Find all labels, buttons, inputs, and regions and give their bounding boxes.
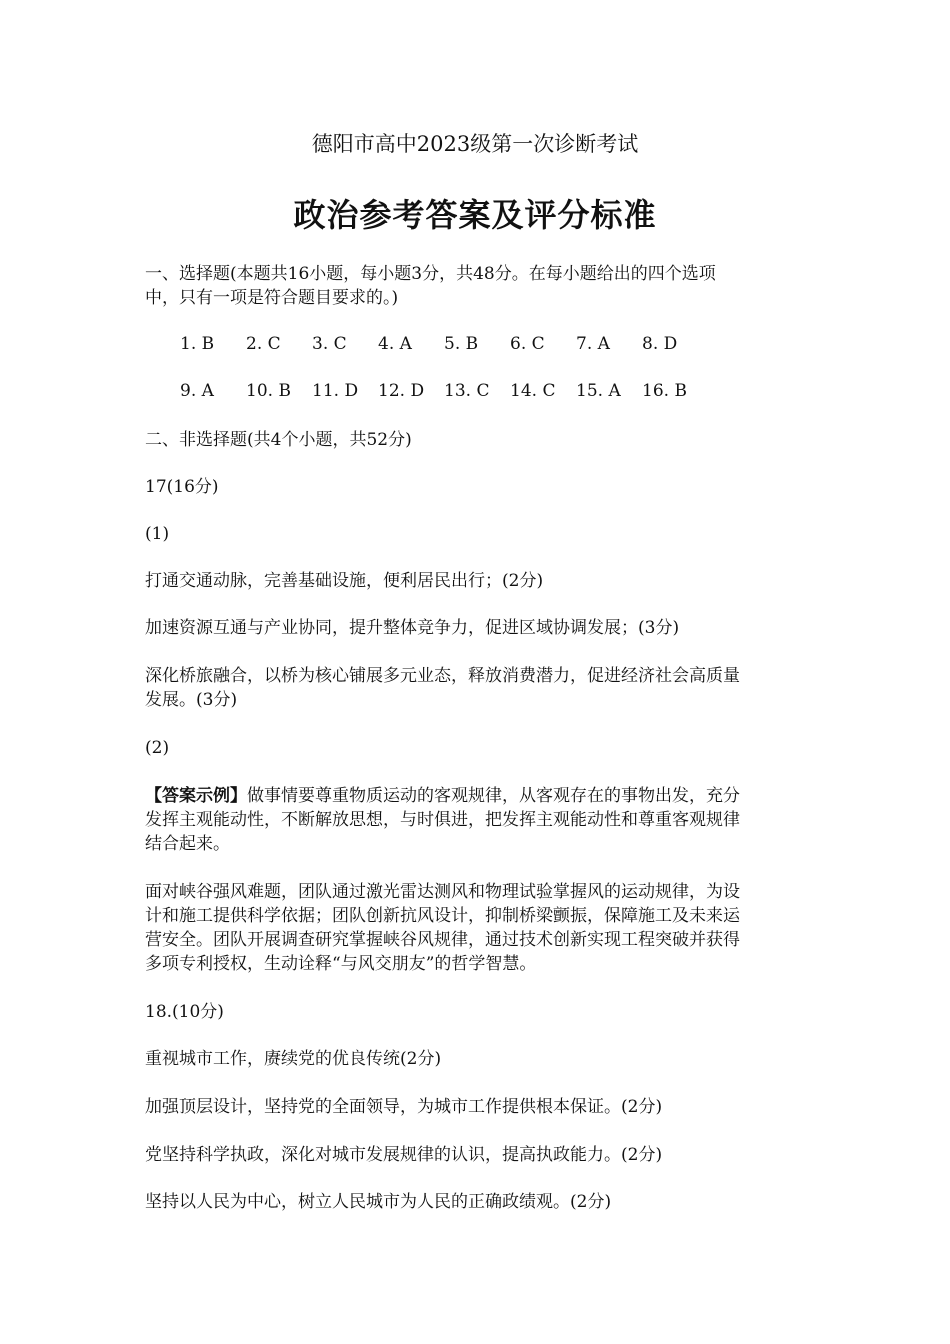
q18-point-1: 重视城市工作，赓续党的优良传统(2分) xyxy=(145,1049,442,1069)
answer-item: 6. C xyxy=(510,334,545,354)
q17-part2-label: (2) xyxy=(145,738,170,758)
q17-case-line3: 营安全。团队开展调查研究掌握峡谷风规律，通过技术创新实现工程突破并获得 xyxy=(145,930,740,950)
q17-part1-label: (1) xyxy=(145,524,170,544)
answers-row-1 xyxy=(180,334,708,354)
q17-point-3-line1: 深化桥旅融合，以桥为核心铺展多元业态，释放消费潜力，促进经济社会高质量 xyxy=(145,666,740,686)
answer-item: 8. D xyxy=(642,334,678,354)
answer-item: 7. A xyxy=(576,334,610,354)
section1-heading-line1: 一、选择题(本题共16小题，每小题3分，共48分。在每小题给出的四个选项 xyxy=(145,264,716,284)
answer-item: 10. B xyxy=(246,381,291,401)
q17-point-3-line2: 发展。(3分) xyxy=(145,690,238,710)
q17-example-line3: 结合起来。 xyxy=(145,834,230,854)
answer-item: 13. C xyxy=(444,381,490,401)
q17-label: 17(16分) xyxy=(145,477,219,497)
answer-item: 2. C xyxy=(246,334,281,354)
q17-case-line2: 计和施工提供科学依据；团队创新抗风设计，抑制桥梁颤振，保障施工及未来运 xyxy=(145,906,740,926)
exam-subtitle: 德阳市高中2023级第一次诊断考试 xyxy=(311,132,639,156)
answer-item: 12. D xyxy=(378,381,425,401)
answer-item: 3. C xyxy=(312,334,347,354)
q17-point-2: 加速资源互通与产业协同，提升整体竞争力，促进区域协调发展；(3分) xyxy=(145,618,680,638)
section1-heading-line2: 中，只有一项是符合题目要求的。) xyxy=(145,288,399,308)
section2-heading: 二、非选择题(共4个小题，共52分) xyxy=(145,430,412,450)
answer-item: 9. A xyxy=(180,381,214,401)
answer-example-tag: 【答案示例】 xyxy=(145,786,247,806)
answers-row-2 xyxy=(180,381,708,401)
q17-example-line2: 发挥主观能动性，不断解放思想，与时俱进，把发挥主观能动性和尊重客观规律 xyxy=(145,810,740,830)
q17-example-line1 xyxy=(145,784,810,808)
page-title: 政治参考答案及评分标准 xyxy=(293,196,657,234)
q17-point-1: 打通交通动脉，完善基础设施，便利居民出行；(2分) xyxy=(145,571,544,591)
answer-item: 15. A xyxy=(576,381,621,401)
q18-point-3: 党坚持科学执政，深化对城市发展规律的认识，提高执政能力。(2分) xyxy=(145,1145,663,1165)
q17-case-line1: 面对峡谷强风难题，团队通过激光雷达测风和物理试验掌握风的运动规律，为设 xyxy=(145,882,740,902)
answer-item: 4. A xyxy=(378,334,412,354)
q17-case-line4: 多项专利授权，生动诠释“与风交朋友”的哲学智慧。 xyxy=(145,954,537,974)
q18-point-2: 加强顶层设计，坚持党的全面领导，为城市工作提供根本保证。(2分) xyxy=(145,1097,663,1117)
answer-item: 14. C xyxy=(510,381,556,401)
example-text: 做事情要尊重物质运动的客观规律，从客观存在的事物出发，充分 xyxy=(247,786,740,806)
answer-item: 1. B xyxy=(180,334,215,354)
answer-item: 5. B xyxy=(444,334,479,354)
answer-item: 16. B xyxy=(642,381,687,401)
answer-item: 11. D xyxy=(312,381,359,401)
q18-point-4: 坚持以人民为中心，树立人民城市为人民的正确政绩观。(2分) xyxy=(145,1192,612,1212)
q18-label: 18.(10分) xyxy=(145,1002,224,1022)
